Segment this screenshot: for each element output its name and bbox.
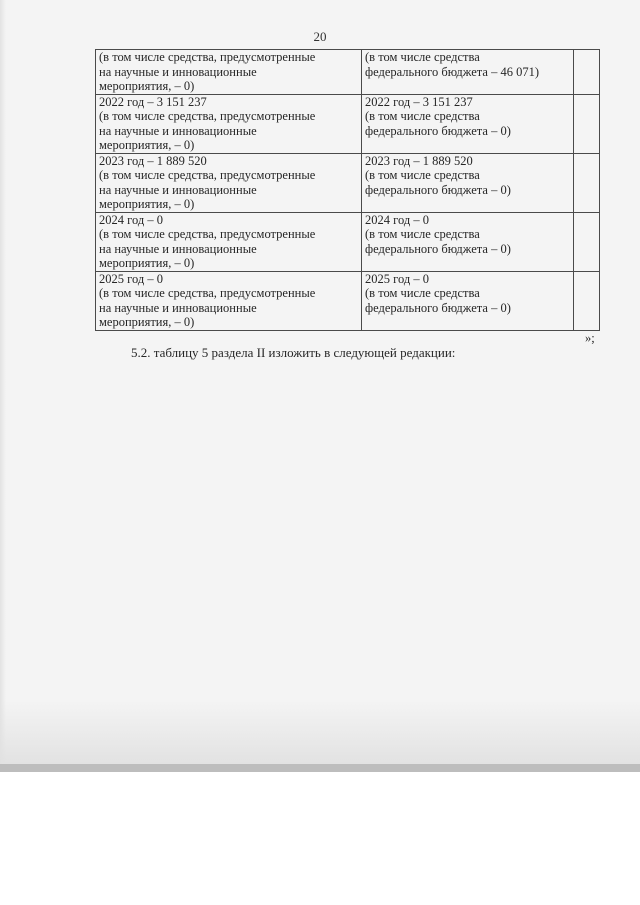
table-cell-right bbox=[362, 271, 574, 330]
table-cell-right bbox=[362, 153, 574, 212]
funding-table bbox=[95, 49, 600, 331]
table-cell-right bbox=[362, 212, 574, 271]
cell-text-line: федерального бюджета – 0) bbox=[365, 241, 511, 256]
cell-text-line: мероприятия, – 0) bbox=[99, 197, 195, 211]
table-cell-empty bbox=[574, 50, 600, 95]
table-row bbox=[96, 212, 600, 271]
cell-text-line: мероприятия, – 0) bbox=[99, 79, 195, 93]
cell-text-line: 2025 год – 0 bbox=[99, 271, 163, 286]
cell-text-line: на научные и инновационные bbox=[99, 64, 257, 79]
cell-text-line: (в том числе средства bbox=[365, 50, 480, 64]
cell-text-line: 2023 год – 1 889 520 bbox=[99, 153, 207, 168]
table-row bbox=[96, 94, 600, 153]
closing-quote: »; bbox=[585, 331, 595, 345]
table-cell-left bbox=[96, 212, 362, 271]
table-cell-left bbox=[96, 50, 362, 95]
table-cell-empty bbox=[574, 212, 600, 271]
instruction-paragraph: 5.2. таблицу 5 раздела II изложить в следующей редакции: bbox=[131, 345, 456, 360]
table-cell-left bbox=[96, 94, 362, 153]
cell-text-line: федерального бюджета – 0) bbox=[365, 300, 511, 315]
cell-text-line: федерального бюджета – 0) bbox=[365, 123, 511, 138]
cell-text-line: (в том числе средства, предусмотренные bbox=[99, 227, 316, 241]
table-row bbox=[96, 271, 600, 330]
cell-text-line: (в том числе средства bbox=[365, 109, 480, 123]
table-cell-right bbox=[362, 50, 574, 95]
cell-text-line: (в том числе средства bbox=[365, 227, 480, 241]
cell-text-line: на научные и инновационные bbox=[99, 241, 257, 256]
cell-text-line: (в том числе средства, предусмотренные bbox=[99, 168, 316, 182]
cell-text-line: мероприятия, – 0) bbox=[99, 138, 195, 152]
cell-text-line: 2022 год – 3 151 237 bbox=[99, 94, 207, 109]
cell-text-line: на научные и инновационные bbox=[99, 300, 257, 315]
table-cell-left bbox=[96, 271, 362, 330]
table-cell-empty bbox=[574, 94, 600, 153]
cell-text-line: (в том числе средства, предусмотренные bbox=[99, 286, 316, 300]
table-row bbox=[96, 50, 600, 95]
table-cell-left bbox=[96, 153, 362, 212]
cell-text-line: 2022 год – 3 151 237 bbox=[365, 94, 473, 109]
page-number: 20 bbox=[313, 29, 327, 44]
cell-text-line: 2024 год – 0 bbox=[365, 212, 429, 227]
cell-text-line: федерального бюджета – 46 071) bbox=[365, 64, 540, 79]
cell-text-line: мероприятия, – 0) bbox=[99, 315, 195, 329]
cell-text-line: 2025 год – 0 bbox=[365, 271, 429, 286]
page-left-edge-shadow bbox=[0, 0, 6, 768]
table-cell-empty bbox=[574, 271, 600, 330]
table-cell-empty bbox=[574, 153, 600, 212]
cell-text-line: на научные и инновационные bbox=[99, 182, 257, 197]
table-row bbox=[96, 153, 600, 212]
page-bottom-shadow bbox=[0, 700, 640, 768]
cell-text-line: на научные и инновационные bbox=[99, 123, 257, 138]
cell-text-line: 2023 год – 1 889 520 bbox=[365, 153, 473, 168]
cell-text-line: (в том числе средства, предусмотренные bbox=[99, 50, 316, 64]
cell-text-line: (в том числе средства, предусмотренные bbox=[99, 109, 316, 123]
cell-text-line: (в том числе средства bbox=[365, 168, 480, 182]
cell-text-line: (в том числе средства bbox=[365, 286, 480, 300]
table-cell-right bbox=[362, 94, 574, 153]
cell-text-line: федерального бюджета – 0) bbox=[365, 182, 511, 197]
cell-text-line: мероприятия, – 0) bbox=[99, 256, 195, 270]
scan-bottom-border bbox=[0, 764, 640, 772]
cell-text-line: 2024 год – 0 bbox=[99, 212, 163, 227]
